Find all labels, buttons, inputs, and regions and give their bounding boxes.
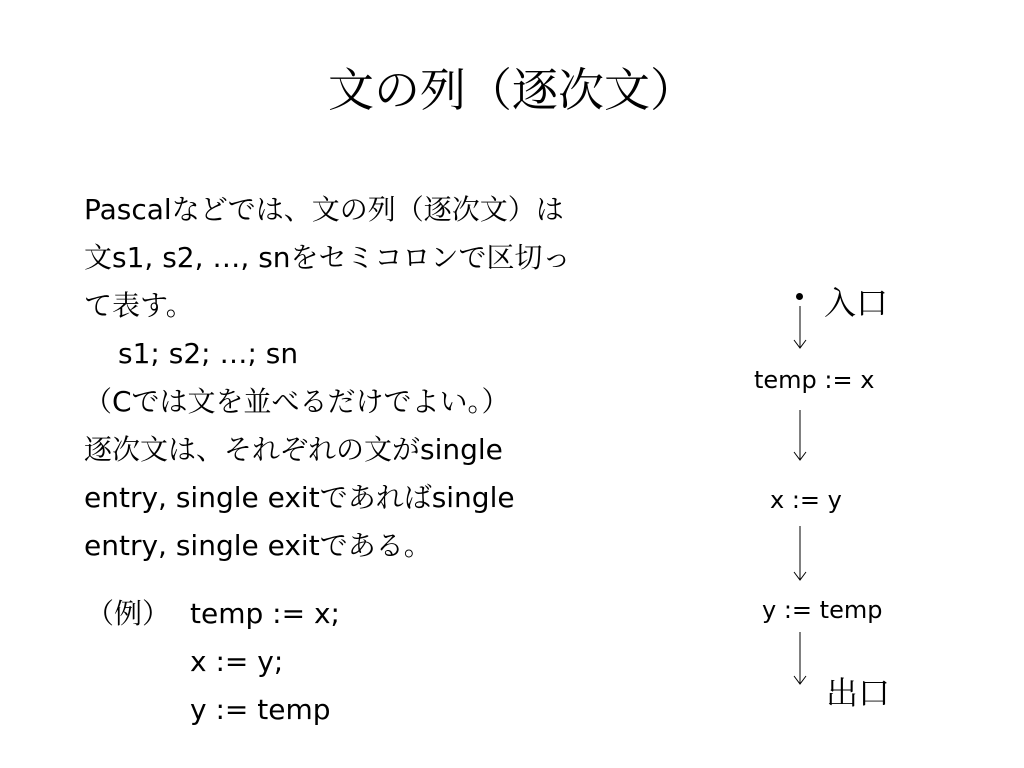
- body-line: entry, single exitである。: [84, 529, 432, 562]
- flow-diagram: [740, 270, 940, 710]
- flow-arrow: [792, 526, 808, 584]
- flow-arrow: [792, 632, 808, 688]
- flow-step: temp := x: [754, 366, 875, 394]
- body-line: 逐次文は、それぞれの文がsingle: [84, 433, 503, 466]
- body-line: Pascalなどでは、文の列（逐次文）は: [84, 193, 564, 226]
- body-line-code: s1; s2; …; sn: [118, 337, 299, 370]
- slide-title: 文の列（逐次文）: [328, 63, 696, 117]
- body-line: entry, single exitであればsingle: [84, 481, 515, 514]
- body-line: 文s1, s2, …, snをセミコロンで区切っ: [84, 241, 571, 274]
- entry-label: 入口: [824, 284, 889, 322]
- example-block: [86, 590, 340, 734]
- flow-step: y := temp: [762, 596, 883, 624]
- body-line: （Cでは文を並べるだけでよい。）: [84, 385, 510, 418]
- example-line: temp := x;: [190, 597, 340, 630]
- flow-step: x := y: [770, 486, 842, 514]
- example-label: （例）: [86, 597, 171, 630]
- bullet-icon: [796, 293, 803, 300]
- body-line: て表す。: [84, 289, 194, 322]
- example-line: x := y;: [190, 645, 284, 678]
- example-line: y := temp: [190, 693, 331, 726]
- flow-arrow: [792, 306, 808, 352]
- body-text: [84, 186, 684, 570]
- exit-label: 出口: [826, 674, 891, 712]
- flow-arrow: [792, 410, 808, 464]
